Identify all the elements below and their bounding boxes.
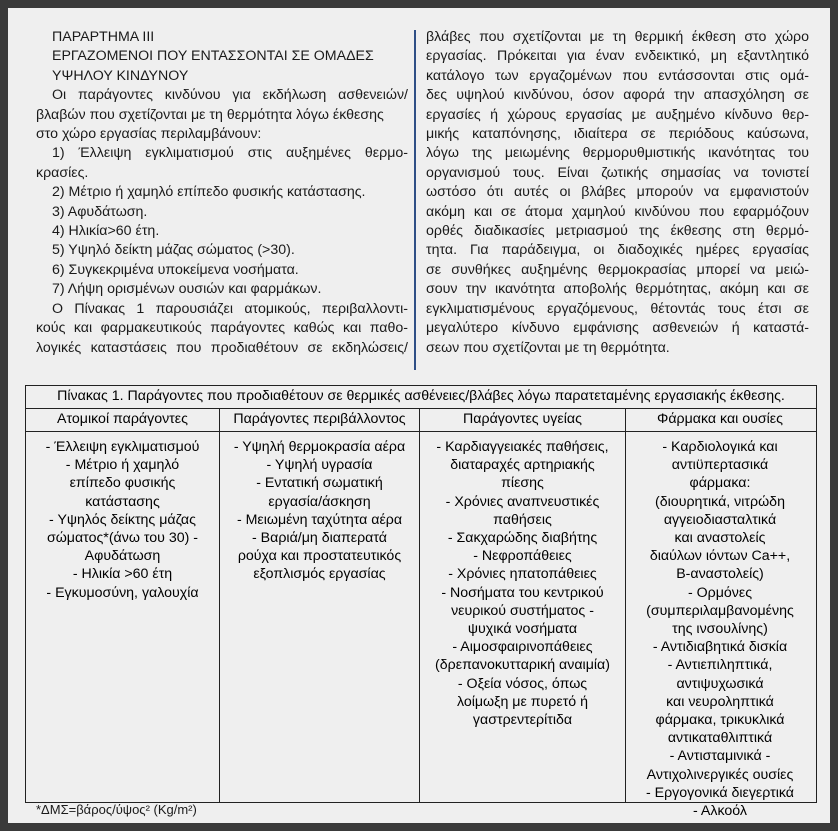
table-cell-line: Αντιχολινεργικές ουσίες [646,766,794,783]
table-cell-line: - Χρόνιες αναπνευστικές [445,493,600,510]
table-cell-line: γαστρεντερίτιδα [472,712,573,729]
column-header-health: Παράγοντες υγείας [419,409,625,431]
table-cell-line: Αφυδάτωση [84,548,161,565]
left-text-column [36,28,408,358]
column-header-individual: Ατομικοί παράγοντες [57,411,188,427]
table-cell-line: - Εγκυμοσύνη, γαλουχία [46,584,199,601]
table-cell-line: - Καρδιολογικά και [662,439,778,455]
table-header-row [26,409,816,432]
table-cell-line: πίεσης [501,475,544,492]
table-cell-line: διαύλων ιόντων Ca++, [649,548,791,565]
table-cell-line: Β-αναστολείς) [676,566,764,583]
table-cell-line: - Υψηλός δείκτης μάζας [49,511,196,528]
table-cell-line: (συμπεριλαμβανομένης [646,602,794,619]
table-cell-line: φάρμακα: [689,475,751,492]
table-cell-line: - Υψηλή υγρασία [266,457,373,474]
table-cell-line: - Καρδιαγγειακές παθήσεις, [436,439,609,455]
table-cell-line: λοίμωξη με πυρετό ή [456,693,589,710]
table-cell-line: (διουρητικά, νιτρώδη [655,493,785,510]
column-divider [414,30,416,370]
table-cell-line: - Ηλικία >60 έτη [72,566,173,583]
table-cell-line: σώματος*(άνω του 30) - [46,530,199,547]
table-cell-line: (δρεπανοκυτταρική αναιμία) [435,657,610,674]
table-cell-line: - Εντατική σωματική [256,475,383,492]
table-cell-environment [219,432,419,802]
list-item: 1) Έλλειψη εγκλιματισμού στις αυξημένες θερμο- [52,145,408,162]
table-cell-line: και αναστολείς [674,530,766,547]
column-header-drugs: Φάρμακα και ουσίες [625,409,814,431]
annex-title: ΠΑΡΑΡΤΗΜΑ III [52,29,155,45]
table-cell-individual [26,432,219,802]
list-item-continuation: κρασίες. [36,164,89,181]
table-cell-line: - Νεφροπάθειες [473,548,572,565]
table-cell-line: διαταραχές αρτηριακής [450,457,595,474]
table-cell-drugs [625,432,814,820]
table-cell-line: αντιψυχωσικά [676,675,764,692]
table-cell-line: - Σακχαρώδης διαβήτης [447,530,598,547]
table-cell-line: - Έλλειψη εγκλιματισμού [45,439,200,455]
table-cell-line: ψυχικά νοσήματα [467,621,578,638]
table-cell-line: νευρικού συστήματος - [451,602,594,619]
right-text-column: βλάβες που σχετίζονται με τη θερμική έκθεση στο χώρο εργασίας. Πρόκειται για έναν ενδεικτικό, μη εξαντλητικό κατάλογο των εργαζομένων που εντάσσονται στις ομά- δες υψηλού κινδύνου, όσον αφορά την απασχόληση σε εργασίες ή χώρους εργασίας με αυξημένο κίνδυνο θερ- μικής καταπόνησης, ιδιαίτερα σε περιόδους καύσωνα, λόγω της μειωμένης θερμορυθμιστικής ικανότητας του οργανισμού τους. Είναι ζωτικής σημασίας να τονιστεί ωστόσο ότι αυτές οι βλάβες μπορούν να εμφανιστούν ακόμη και σε άτομα χαμηλού κινδύνου που εφαρμόζουν ορθές διαδικασίες μετριασμού της έκθεσης στη θερμό- τητα. Για παράδειγμα, οι διαδοχικές ημέρες εργασίας σε συνθήκες αυξημένης θερμοκρασίας μπορεί να μειώ- σουν την ικανότητα αποβολής θερμότητας, ακόμη και σε εγκλιματισμένους εργαζόμενους, θέτοντάς τους έτσι σε μεγαλύτερο κίνδυνο εμφάνισης ασθενειών ή καταστά- σεων που σχετίζονται με τη θερμότητα. [426,29,809,356]
table-cell-line: - Αντισταμινικά - [669,748,771,765]
table-cell-line: εργασία/άσκηση [268,493,371,510]
table-cell-line: αντιϋπερτασικά [671,457,769,474]
table-cell-line: - Υψηλή θερμοκρασία αέρα [233,439,406,455]
table-cell-line: - Χρόνιες ηπατοπάθειες [448,566,597,583]
table-cell-line: - Μειωμένη ταχύτητα αέρα [236,511,403,528]
table-cell-line: αγγειοδιασταλτικά [663,511,777,528]
list-item: 3) Αφυδάτωση. [52,203,148,220]
table-cell-line: ρούχα και προστατευτικός [237,548,402,565]
table-cell-line: και νευροληπτικά [666,693,774,710]
table-cell-line: - Οξεία νόσος, όπως [457,675,588,692]
table-cell-line: κατάστασης [85,493,160,510]
table-cell-line: αντικαταθλιπτικά [667,730,773,747]
table-footnote: *ΔΜΣ=βάρος/ύψος² (Kg/m²) [36,802,197,817]
table-cell-line: - Αλκοόλ [693,803,747,820]
list-item: 5) Υψηλό δείκτη μάζας σώματος (>30). [52,242,295,259]
table-cell-line: - Αντιεπιληπτικά, [667,657,773,674]
table-cell-line: παθήσεις [493,511,552,528]
list-item: 2) Μέτριο ή χαμηλό επίπεδο φυσικής κατάστασης. [52,184,366,201]
document-page [8,8,830,823]
intro-paragraph: Οι παράγοντες κινδύνου για εκδήλωση ασθενειών/ βλαβών που σχετίζονται με τη θερμότητα λόγω έκθεσης στο χώρο εργασίας περιλαμβάνουν: [36,87,408,143]
table-cell-line: - Νοσήματα του κεντρικού [441,584,604,601]
table-cell-line: - Βαριά/μη διαπερατά [252,530,387,547]
table-cell-health [419,432,625,802]
list-item: 6) Συγκεκριμένα υποκείμενα νοσήματα. [52,261,299,278]
list-item: 7) Λήψη ορισμένων ουσιών και φαρμάκων. [52,281,322,298]
table-cell-line: - Ορμόνες [687,584,753,601]
column-header-environment: Παράγοντες περιβάλλοντος [219,409,419,431]
annex-heading: ΕΡΓΑΖΟΜΕΝΟΙ ΠΟΥ ΕΝΤΑΣΣΟΝΤΑΙ ΣΕ ΟΜΑΔΕΣ ΥΨΗΛΟΥ ΚΙΝΔΥΝΟΥ [52,48,374,84]
table-cell-line: - Αιμοσφαιρινοπάθειες [452,639,593,656]
table-cell-line: εξοπλισμός εργασίας [253,566,386,583]
table-caption: Πίνακας 1. Παράγοντες που προδιαθέτουν σε θερμικές ασθένειες/βλάβες λόγω παρατεταμένης εργασιακής έκθεσης. [26,386,816,409]
list-item: 4) Ηλικία>60 έτη. [52,223,160,240]
table-cell-line: - Μέτριο ή χαμηλό [65,457,180,474]
table-cell-line: φάρμακα, τρικυκλικά [655,712,785,729]
table-reference-paragraph: Ο Πίνακας 1 παρουσιάζει ατομικούς, περιβαλλοντι- κούς και φαρμακευτικούς παράγοντες καθώς και παθο- λογικές καταστάσεις που προδιαθέτουν σε εκδηλώσεις/ [36,300,408,356]
table-cell-line: - Εργογονικά διεγερτικά [645,784,795,801]
table-cell-line: της ινσουλίνης) [672,621,768,638]
risk-factor-list [36,144,408,299]
table-cell-line: - Αντιδιαβητικά δισκία [652,639,788,656]
table-cell-line: επίπεδο φυσικής [69,475,176,492]
